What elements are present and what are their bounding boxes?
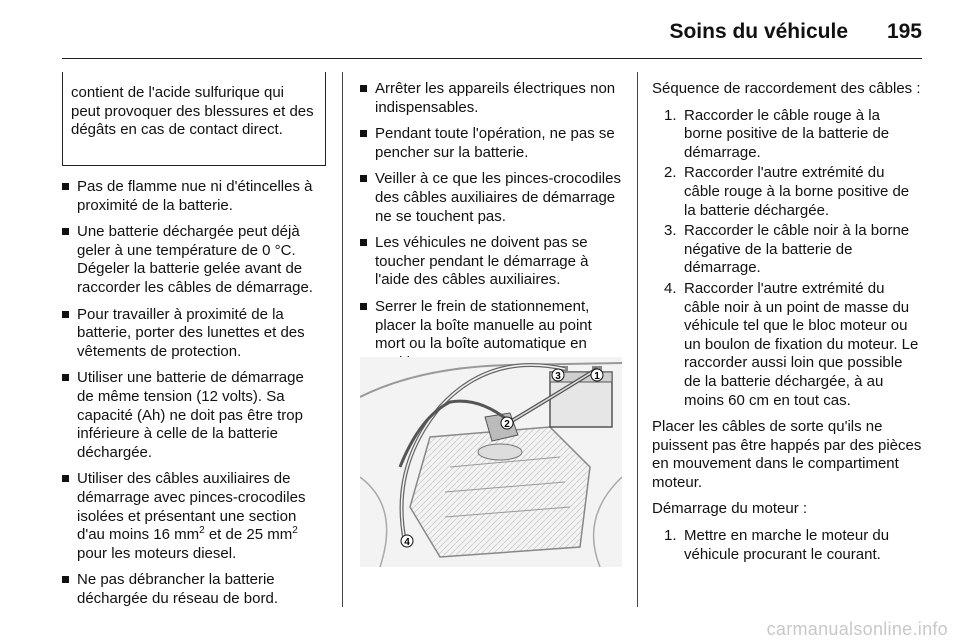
header-rule: [62, 58, 922, 59]
bullet-icon: [360, 303, 367, 310]
list-item: Pas de flamme nue ni d'étincelles à proximité de la batterie.: [62, 178, 324, 215]
warning-text: contient de l'acide sulfurique qui peut provoquer des blessures et des dégâts en cas de contact direct.: [71, 84, 314, 139]
paragraph: Séquence de raccordement des câbles :: [652, 80, 921, 97]
watermark: carmanualsonline.info: [766, 619, 948, 639]
page-header: [62, 18, 922, 58]
svg-text:3: 3: [555, 371, 561, 382]
column-1: [62, 72, 324, 616]
list-item: Une batterie déchargée peut déjà geler à une température de 0 °C. Dégeler la batterie gelée avant de raccorder les câbles de démarrage.: [62, 223, 324, 297]
bullet-icon: [360, 85, 367, 92]
bullet-icon: [360, 239, 367, 246]
list-item: 4. Raccorder l'autre extrémité du câble noir à un point de masse du véhicule tel que le bloc moteur ou un boulon de fixation du moteur. Le raccorder aussi loin que possible de la batterie déchargée, à au moins 60 cm en tout cas.: [664, 279, 919, 409]
paragraph: Placer les câbles de sorte qu'ils ne puissent pas être happés par des pièces en mouvement dans le compartiment moteur.: [652, 418, 922, 491]
engine-bay-drawing: [360, 357, 622, 567]
list-item: Veiller à ce que les pinces-crocodiles des câbles auxiliaires de démarrage ne se touchent pas.: [360, 170, 622, 226]
jump-start-illustration: [360, 357, 622, 567]
list-item: Les véhicules ne doivent pas se toucher pendant le démarrage à l'aide des câbles auxiliaires.: [360, 234, 622, 290]
list-item: 1. Raccorder le câble rouge à la borne positive de la batterie de démarrage.: [664, 106, 890, 161]
list-item: 3. Raccorder le câble noir à la borne négative de la batterie de démarrage.: [664, 222, 910, 277]
column-3: [652, 80, 922, 572]
list-item: Serrer le frein de stationnement, placer la boîte manuelle au point mort ou la boîte automatique en: [360, 298, 622, 372]
step-list: [652, 107, 922, 411]
bullet-icon: [360, 130, 367, 137]
svg-text:4: 4: [404, 537, 410, 548]
bullet-icon: [360, 175, 367, 182]
list-item: Utiliser des câbles auxiliaires de démarrage avec pinces-crocodiles isolées et présentant une section d'au moins 16 $mm^2$ et de 25 $mm^2$ pour les moteurs diesel.: [62, 470, 324, 563]
bullet-icon: [62, 183, 69, 190]
page-number: 195: [886, 20, 922, 43]
list-item: Pendant toute l'opération, ne pas se pencher sur la batterie.: [360, 125, 622, 162]
bullet-icon: [62, 228, 69, 235]
list-item: Arrêter les appareils électriques non indispensables.: [360, 80, 622, 117]
list-item: 1. Mettre en marche le moteur du véhicule procurant le courant.: [664, 527, 890, 563]
list-item: Pour travailler à proximité de la batterie, porter des lunettes et des vêtements de protection.: [62, 306, 324, 362]
svg-text:1: 1: [594, 371, 600, 382]
bullet-list: [62, 178, 324, 608]
column-2: [360, 80, 622, 380]
list-item: Utiliser une batterie de démarrage de même tension (12 volts). Sa capacité (Ah) ne doit pas être trop inférieure à celle de la batterie déchargée.: [62, 369, 324, 462]
bullet-list: [360, 80, 622, 372]
bullet-icon: [62, 311, 69, 318]
paragraph: Démarrage du moteur :: [652, 500, 808, 518]
bullet-icon: [62, 374, 69, 381]
warning-box: [62, 72, 326, 166]
svg-text:2: 2: [504, 419, 510, 430]
list-item: Ne pas débrancher la batterie déchargée du réseau de bord.: [62, 571, 324, 608]
list-item: 2. Raccorder l'autre extrémité du câble rouge à la borne positive de la batterie déchargée.: [664, 164, 910, 219]
bullet-icon: [62, 576, 69, 583]
step-list: [652, 527, 922, 564]
section-title: Soins du véhicule: [669, 20, 848, 43]
column-divider: [637, 72, 638, 607]
column-divider: [342, 72, 343, 607]
bullet-icon: [62, 475, 69, 482]
